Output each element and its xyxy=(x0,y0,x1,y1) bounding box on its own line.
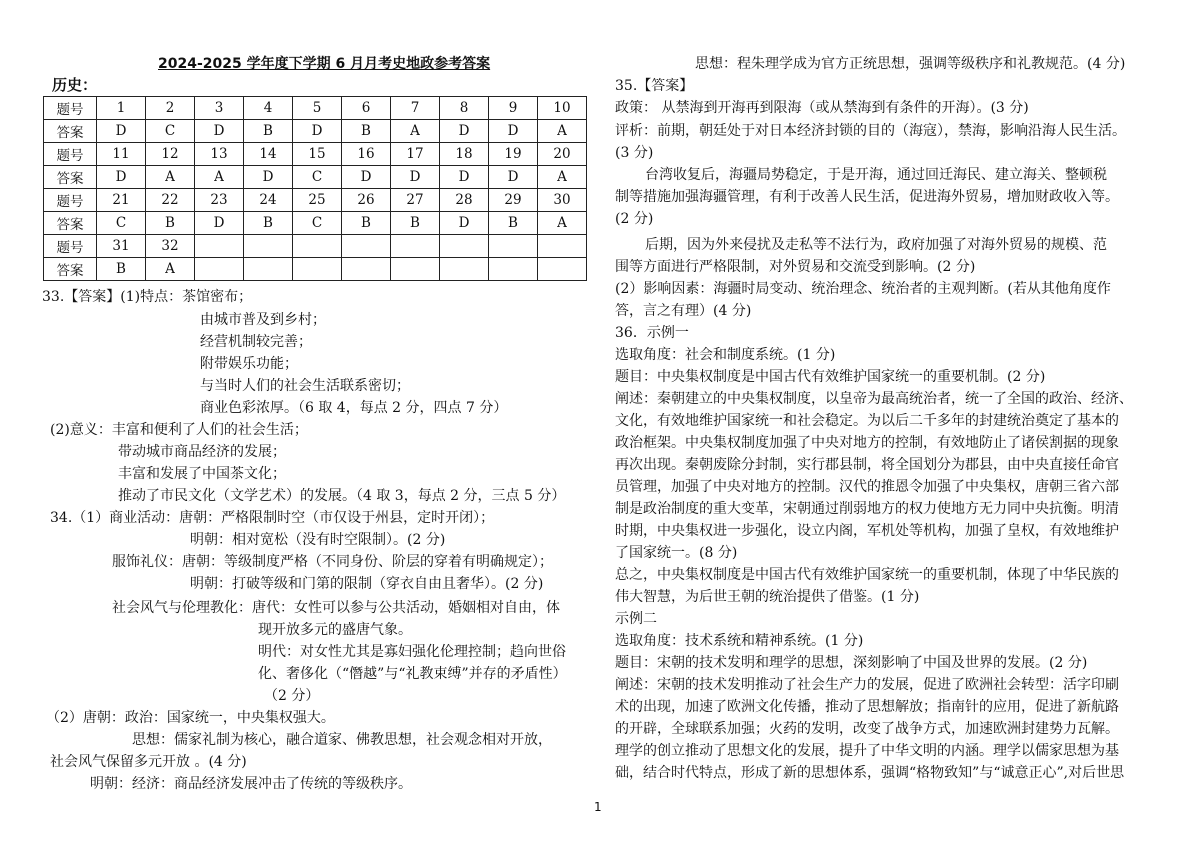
text-line: 丰富和发展了中国茶文化； xyxy=(118,466,286,482)
table-cell: A xyxy=(538,212,587,235)
text-line: 化、奢侈化（“僭越”与“礼教束缚”并存的矛盾性） xyxy=(258,666,567,682)
table-cell: 30 xyxy=(538,189,587,212)
table-cell: B xyxy=(244,212,293,235)
text-line: 附带娱乐功能； xyxy=(200,356,298,372)
text-line: (2)意义：丰富和便利了人们的社会生活； xyxy=(50,422,308,438)
table-cell: D xyxy=(391,166,440,189)
row-header-cell: 答案 xyxy=(44,166,97,189)
table-cell xyxy=(244,258,293,281)
table-cell: 17 xyxy=(391,143,440,166)
table-cell xyxy=(342,235,391,258)
table-cell: 5 xyxy=(293,97,342,120)
text-line: 时期，中央集权进一步强化，设立内阁，军机处等机构，加强了皇权，有效地维护 xyxy=(615,523,1119,539)
text-line: 明代：对女性尤其是寡妇强化伦理控制；趋向世俗 xyxy=(258,644,566,660)
text-line: 示例二 xyxy=(615,611,657,627)
table-cell: 25 xyxy=(293,189,342,212)
row-header-cell: 题号 xyxy=(44,235,97,258)
text-line: 制是政治制度的重大变革，宋朝通过削弱地方的权力使地方无力同中央抗衡。明清 xyxy=(615,501,1119,517)
table-cell: 8 xyxy=(440,97,489,120)
text-line: 总之，中央集权制度是中国古代有效维护国家统一的重要机制，体现了中华民族的 xyxy=(615,567,1119,583)
table-cell: 12 xyxy=(146,143,195,166)
text-line: 33.【答案】(1)特点：茶馆密布； xyxy=(42,289,253,305)
table-cell: A xyxy=(146,258,195,281)
answer-table xyxy=(43,96,587,281)
row-header-cell: 答案 xyxy=(44,212,97,235)
row-header-cell: 题号 xyxy=(44,97,97,120)
text-line: 选取角度：社会和制度系统。(1 分) xyxy=(615,347,836,363)
table-cell: B xyxy=(146,212,195,235)
table-cell: 27 xyxy=(391,189,440,212)
text-line: 制等措施加强海疆管理，有利于改善人民生活，促进海外贸易，增加财政收入等。 xyxy=(615,189,1119,205)
text-line: 现开放多元的盛唐气象。 xyxy=(258,622,412,638)
table-cell: B xyxy=(342,212,391,235)
table-cell: 32 xyxy=(146,235,195,258)
text-line: (2 分) xyxy=(615,211,654,227)
table-cell: 15 xyxy=(293,143,342,166)
table-cell: 6 xyxy=(342,97,391,120)
table-cell xyxy=(440,258,489,281)
row-header-cell: 题号 xyxy=(44,143,97,166)
table-row xyxy=(44,189,587,212)
table-cell: D xyxy=(342,166,391,189)
text-line: 了国家统一。(8 分) xyxy=(615,545,738,561)
text-line: 与当时人们的社会生活联系密切； xyxy=(200,378,410,394)
table-cell xyxy=(538,235,587,258)
table-cell: 18 xyxy=(440,143,489,166)
table-cell xyxy=(342,258,391,281)
text-line: 36．示例一 xyxy=(615,325,689,341)
text-line: 社会风气与伦理教化：唐代：女性可以参与公共活动，婚姻相对自由，体 xyxy=(112,600,560,616)
table-cell: 14 xyxy=(244,143,293,166)
text-line: 后期，因为外来侵扰及走私等不法行为，政府加强了对海外贸易的规模、范 xyxy=(645,237,1107,253)
text-line: 伟大智慧，为后世王朝的统治提供了借鉴。(1 分) xyxy=(615,589,920,605)
table-row xyxy=(44,143,587,166)
table-cell: A xyxy=(538,120,587,143)
table-row xyxy=(44,97,587,120)
table-cell xyxy=(195,258,244,281)
text-line: 围等方面进行严格限制，对外贸易和交流受到影响。(2 分) xyxy=(615,259,976,275)
text-line: 带动城市商品经济的发展； xyxy=(118,444,286,460)
table-cell: D xyxy=(489,120,538,143)
table-cell: 10 xyxy=(538,97,587,120)
text-line: 明朝：经济：商品经济发展冲击了传统的等级秩序。 xyxy=(90,776,412,792)
text-line: 评析：前期，朝廷处于对日本经济封锁的目的（海寇），禁海，影响沿海人民生活。 xyxy=(615,123,1126,139)
table-cell: 24 xyxy=(244,189,293,212)
table-cell: 31 xyxy=(97,235,146,258)
table-cell: B xyxy=(244,120,293,143)
text-line: (2）影响因素：海疆时局变动、统治理念、统治者的主观判断。(若从其他角度作 xyxy=(615,281,1111,297)
row-header-cell: 答案 xyxy=(44,258,97,281)
table-cell: 3 xyxy=(195,97,244,120)
text-line: （2 分） xyxy=(264,688,320,704)
text-line: 思想：儒家礼制为核心，融合道家、佛教思想，社会观念相对开放， xyxy=(132,732,552,748)
table-cell: 13 xyxy=(195,143,244,166)
table-cell: D xyxy=(244,166,293,189)
table-cell: D xyxy=(489,166,538,189)
table-cell: D xyxy=(195,212,244,235)
table-cell: 20 xyxy=(538,143,587,166)
table-cell xyxy=(538,258,587,281)
table-cell: 9 xyxy=(489,97,538,120)
text-line: 选取角度：技术系统和精神系统。(1 分) xyxy=(615,633,864,649)
table-cell: C xyxy=(293,212,342,235)
text-line: 34.（1）商业活动：唐朝：严格限制时空（市仅设于州县，定时开闭）； xyxy=(50,510,495,526)
text-line: 员管理，加强了中央对地方的控制。汉代的推恩令加强了中央集权，唐朝三省六部 xyxy=(615,479,1119,495)
table-cell: 4 xyxy=(244,97,293,120)
table-cell: B xyxy=(97,258,146,281)
table-cell: 21 xyxy=(97,189,146,212)
table-cell xyxy=(391,235,440,258)
table-cell: D xyxy=(97,166,146,189)
text-line: 再次出现。秦朝废除分封制，实行郡县制，将全国划分为郡县，由中央直接任命官 xyxy=(615,457,1119,473)
table-cell: C xyxy=(146,120,195,143)
table-cell: A xyxy=(146,166,195,189)
document-title: 2024-2025 学年度下学期 6 月月考史地政参考答案 xyxy=(158,56,491,72)
table-cell: 23 xyxy=(195,189,244,212)
text-line: 思想：程朱理学成为官方正统思想，强调等级秩序和礼教规范。(4 分) xyxy=(695,56,1126,72)
table-row xyxy=(44,258,587,281)
text-line: 明朝：相对宽松（没有时空限制）。(2 分) xyxy=(190,532,446,548)
text-line: (3 分) xyxy=(615,145,654,161)
table-cell: 22 xyxy=(146,189,195,212)
table-cell xyxy=(489,235,538,258)
table-cell: 29 xyxy=(489,189,538,212)
text-line: 经营机制较完善； xyxy=(200,334,312,350)
table-cell: 19 xyxy=(489,143,538,166)
text-line: 推动了市民文化（文学艺术）的发展。（4 取 3，每点 2 分，三点 5 分） xyxy=(118,488,566,504)
text-line: 的开辟，全球联系加强；火药的发明，改变了战争方式，加速欧洲封建势力瓦解。 xyxy=(615,721,1119,737)
table-cell xyxy=(440,235,489,258)
table-cell xyxy=(293,235,342,258)
table-cell xyxy=(195,235,244,258)
table-cell: A xyxy=(195,166,244,189)
table-row xyxy=(44,235,587,258)
row-header-cell: 答案 xyxy=(44,120,97,143)
table-cell: B xyxy=(391,212,440,235)
table-cell: 7 xyxy=(391,97,440,120)
text-line: 由城市普及到乡村； xyxy=(200,312,326,328)
text-line: 理学的创立推动了思想文化的发展，提升了中华文明的内涵。理学以儒家思想为基 xyxy=(615,743,1119,759)
table-cell: D xyxy=(97,120,146,143)
page-number: 1 xyxy=(594,800,602,814)
table-cell: D xyxy=(440,120,489,143)
text-line: 商业色彩浓厚。（6 取 4，每点 2 分，四点 7 分） xyxy=(200,400,508,416)
row-header-cell: 题号 xyxy=(44,189,97,212)
table-cell: B xyxy=(342,120,391,143)
table-cell: 1 xyxy=(97,97,146,120)
table-cell: C xyxy=(97,212,146,235)
text-line: 政策： 从禁海到开海再到限海（或从禁海到有条件的开海）。(3 分) xyxy=(615,100,1029,116)
table-cell: 11 xyxy=(97,143,146,166)
table-cell: 2 xyxy=(146,97,195,120)
text-line: 政治框架。中央集权制度加强了中央对地方的控制，有效地防止了诸侯割据的现象 xyxy=(615,435,1119,451)
text-line: 题目：宋朝的技术发明和理学的思想，深刻影响了中国及世界的发展。(2 分) xyxy=(615,655,1088,671)
table-cell xyxy=(244,235,293,258)
text-line: 阐述：秦朝建立的中央集权制度，以皇帝为最高统治者，统一了全国的政治、经济、 xyxy=(615,391,1133,407)
table-cell: D xyxy=(195,120,244,143)
table-row xyxy=(44,212,587,235)
text-line: 文化，有效地维护国家统一和社会稳定。为以后二千多年的封建统治奠定了基本的 xyxy=(615,413,1119,429)
table-cell: D xyxy=(440,212,489,235)
text-line: 明朝：打破等级和门第的限制（穿衣自由且奢华）。(2 分) xyxy=(190,576,544,592)
text-line: 阐述：宋朝的技术发明推动了社会生产力的发展，促进了欧洲社会转型：活字印刷 xyxy=(615,677,1119,693)
text-line: 台湾收复后，海疆局势稳定，于是开海，通过回迁海民、建立海关、整顿税 xyxy=(645,167,1107,183)
text-line: 题目：中央集权制度是中国古代有效维护国家统一的重要机制。(2 分) xyxy=(615,369,1046,385)
table-row xyxy=(44,120,587,143)
table-cell: A xyxy=(391,120,440,143)
text-line: 答，言之有理）(4 分) xyxy=(615,303,752,319)
table-cell: D xyxy=(293,120,342,143)
table-cell xyxy=(489,258,538,281)
table-cell: B xyxy=(489,212,538,235)
text-line: 础，结合时代特点，形成了新的思想体系，强调“格物致知”与“诚意正心”,对后世思 xyxy=(615,765,1125,781)
table-cell: 28 xyxy=(440,189,489,212)
table-cell: D xyxy=(440,166,489,189)
table-cell xyxy=(391,258,440,281)
text-line: 35.【答案】 xyxy=(615,78,694,94)
table-cell: 26 xyxy=(342,189,391,212)
table-cell: A xyxy=(538,166,587,189)
table-cell xyxy=(293,258,342,281)
table-row xyxy=(44,166,587,189)
text-line: 术的出现，加速了欧洲文化传播，推动了思想解放；指南针的应用，促进了新航路 xyxy=(615,699,1119,715)
text-line: 服饰礼仪：唐朝：等级制度严格（不同身份、阶层的穿着有明确规定）； xyxy=(112,554,553,570)
table-cell: 16 xyxy=(342,143,391,166)
table-cell: C xyxy=(293,166,342,189)
section-heading: 历史： xyxy=(52,76,98,94)
text-line: （2）唐朝：政治：国家统一，中央集权强大。 xyxy=(46,710,335,726)
text-line: 社会风气保留多元开放 。(4 分) xyxy=(50,754,247,770)
